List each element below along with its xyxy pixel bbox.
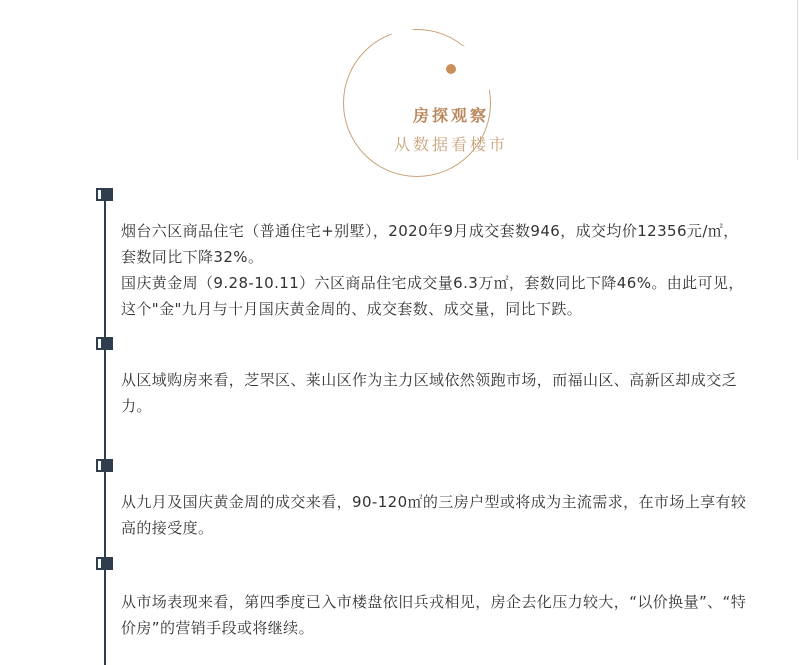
timeline-marker-icon [96, 188, 113, 201]
section-paragraph-3 [121, 489, 751, 541]
timeline-marker-icon [96, 557, 113, 570]
page-edge-divider [797, 0, 798, 160]
paragraph-text: 从九月及国庆黄金周的成交来看，90-120㎡的三房户型或将成为主流需求，在市场上享有较高的接受度。 [121, 493, 747, 537]
timeline-marker-icon [96, 337, 113, 350]
paragraph-text: 从区域购房来看，芝罘区、莱山区作为主力区域依然领跑市场，而福山区、高新区却成交乏力。 [121, 371, 738, 415]
paragraph-text: 从市场表现来看，第四季度已入市楼盘依旧兵戎相见，房企去化压力较大，“以价换量”、“特价房”的营销手段或将继续。 [121, 593, 747, 637]
section-paragraph-2 [121, 367, 751, 419]
paragraph-text: 烟台六区商品住宅（普通住宅+别墅），2020年9月成交套数946，成交均价12356元/㎡，套数同比下降32%。 [121, 222, 739, 266]
section-paragraph-1 [121, 218, 751, 322]
timeline-line [104, 194, 106, 665]
page-subtitle: 从数据看楼市 [393, 135, 508, 154]
badge-dot-icon [446, 64, 456, 74]
page-title: 房探观察 [412, 106, 489, 125]
paragraph-text: 国庆黄金周（9.28-10.11）六区商品住宅成交量6.3万㎡，套数同比下降46%。由此可见，这个"金"九月与十月国庆黄金周的、成交套数、成交量，同比下跌。 [121, 274, 744, 318]
timeline-marker-icon [96, 459, 113, 472]
section-paragraph-4 [121, 589, 751, 641]
